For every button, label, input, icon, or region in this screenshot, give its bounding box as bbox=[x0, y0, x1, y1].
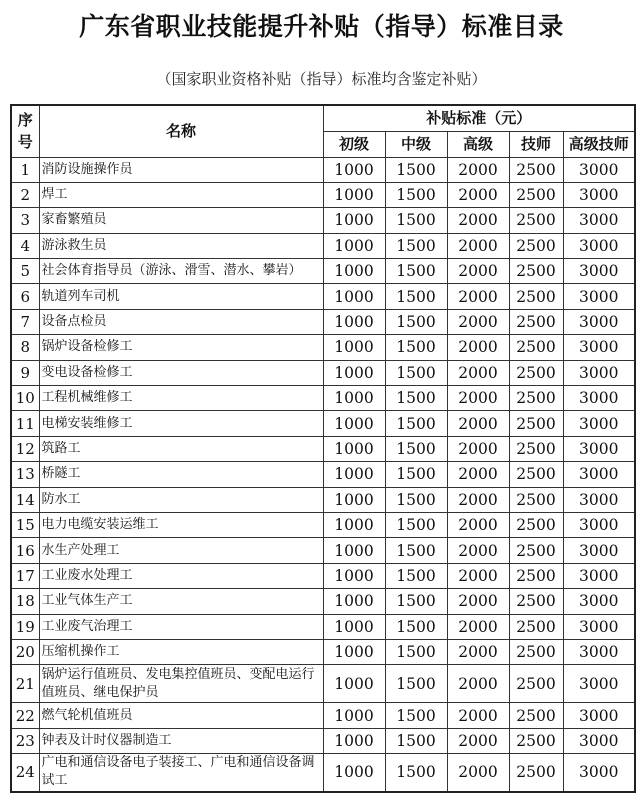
subsidy-value-cell: 2000 bbox=[447, 703, 509, 728]
subsidy-value-cell: 3000 bbox=[563, 703, 635, 728]
subsidy-value-cell: 3000 bbox=[563, 462, 635, 487]
row-index-cell: 19 bbox=[11, 614, 39, 639]
subsidy-value-cell: 2500 bbox=[509, 436, 563, 461]
subsidy-value-cell: 2000 bbox=[447, 754, 509, 792]
subsidy-value-cell: 1500 bbox=[385, 728, 447, 753]
subsidy-value-cell: 2500 bbox=[509, 360, 563, 385]
subsidy-value-cell: 1000 bbox=[323, 754, 385, 792]
subsidy-value-cell: 3000 bbox=[563, 335, 635, 360]
occupation-name-cell: 锅炉运行值班员、发电集控值班员、变配电运行值班员、继电保护员 bbox=[39, 665, 323, 703]
subsidy-value-cell: 1000 bbox=[323, 639, 385, 664]
subsidy-value-cell: 2000 bbox=[447, 665, 509, 703]
row-index-cell: 3 bbox=[11, 208, 39, 233]
subsidy-value-cell: 1500 bbox=[385, 309, 447, 334]
subsidy-value-cell: 2500 bbox=[509, 411, 563, 436]
subsidy-value-cell: 2500 bbox=[509, 284, 563, 309]
subsidy-value-cell: 1500 bbox=[385, 386, 447, 411]
table-row bbox=[11, 284, 635, 309]
subsidy-value-cell: 2500 bbox=[509, 703, 563, 728]
table-row bbox=[11, 728, 635, 753]
subsidy-value-cell: 1500 bbox=[385, 284, 447, 309]
subsidy-value-cell: 3000 bbox=[563, 665, 635, 703]
table-row bbox=[11, 754, 635, 792]
subsidy-value-cell: 1000 bbox=[323, 703, 385, 728]
subsidy-value-cell: 1000 bbox=[323, 208, 385, 233]
subsidy-value-cell: 2000 bbox=[447, 208, 509, 233]
subsidy-value-cell: 1000 bbox=[323, 487, 385, 512]
occupation-name-cell: 工程机械维修工 bbox=[39, 386, 323, 411]
subsidy-value-cell: 1000 bbox=[323, 436, 385, 461]
table-row bbox=[11, 614, 635, 639]
page-subtitle: （国家职业资格补贴（指导）标准均含鉴定补贴） bbox=[156, 70, 487, 88]
row-index-cell: 5 bbox=[11, 259, 39, 284]
subsidy-value-cell: 2500 bbox=[509, 157, 563, 182]
subsidy-value-cell: 1500 bbox=[385, 754, 447, 792]
occupation-name-cell: 设备点检员 bbox=[39, 309, 323, 334]
subsidy-value-cell: 2000 bbox=[447, 233, 509, 258]
subsidy-value-cell: 1500 bbox=[385, 462, 447, 487]
level-column-header: 中级 bbox=[385, 131, 447, 157]
occupation-name-cell: 工业废气治理工 bbox=[39, 614, 323, 639]
subsidy-value-cell: 2500 bbox=[509, 462, 563, 487]
subsidy-value-cell: 3000 bbox=[563, 233, 635, 258]
table-row bbox=[11, 309, 635, 334]
row-index-cell: 23 bbox=[11, 728, 39, 753]
subsidy-value-cell: 2500 bbox=[509, 589, 563, 614]
level-column-header: 初级 bbox=[323, 131, 385, 157]
subsidy-value-cell: 1000 bbox=[323, 411, 385, 436]
table-row bbox=[11, 360, 635, 385]
row-index-cell: 10 bbox=[11, 386, 39, 411]
subsidy-table bbox=[10, 104, 636, 793]
occupation-name-cell: 游泳救生员 bbox=[39, 233, 323, 258]
subsidy-value-cell: 2000 bbox=[447, 411, 509, 436]
table-body bbox=[11, 157, 635, 792]
table-row bbox=[11, 233, 635, 258]
subsidy-value-cell: 1500 bbox=[385, 157, 447, 182]
subsidy-value-cell: 3000 bbox=[563, 386, 635, 411]
table-row bbox=[11, 259, 635, 284]
table-row bbox=[11, 703, 635, 728]
occupation-name-cell: 消防设施操作员 bbox=[39, 157, 323, 182]
table-row bbox=[11, 157, 635, 182]
subsidy-value-cell: 2000 bbox=[447, 639, 509, 664]
subsidy-value-cell: 2000 bbox=[447, 728, 509, 753]
row-index-cell: 7 bbox=[11, 309, 39, 334]
subsidy-value-cell: 2500 bbox=[509, 728, 563, 753]
subsidy-value-cell: 1500 bbox=[385, 182, 447, 207]
subsidy-value-cell: 2500 bbox=[509, 512, 563, 537]
subsidy-value-cell: 1500 bbox=[385, 233, 447, 258]
subsidy-value-cell: 2500 bbox=[509, 639, 563, 664]
row-index-cell: 12 bbox=[11, 436, 39, 461]
subsidy-value-cell: 2000 bbox=[447, 512, 509, 537]
subsidy-value-cell: 1000 bbox=[323, 589, 385, 614]
subsidy-value-cell: 2000 bbox=[447, 259, 509, 284]
subsidy-value-cell: 2500 bbox=[509, 614, 563, 639]
subsidy-value-cell: 1000 bbox=[323, 284, 385, 309]
subsidy-value-cell: 3000 bbox=[563, 614, 635, 639]
row-index-cell: 21 bbox=[11, 665, 39, 703]
row-index-cell: 15 bbox=[11, 512, 39, 537]
table-row bbox=[11, 436, 635, 461]
occupation-name-cell: 电力电缆安装运维工 bbox=[39, 512, 323, 537]
subsidy-value-cell: 1000 bbox=[323, 614, 385, 639]
occupation-name-cell: 社会体育指导员（游泳、滑雪、潜水、攀岩） bbox=[39, 259, 323, 284]
subsidy-value-cell: 2000 bbox=[447, 462, 509, 487]
subsidy-value-cell: 3000 bbox=[563, 436, 635, 461]
subsidy-value-cell: 3000 bbox=[563, 182, 635, 207]
subsidy-value-cell: 1500 bbox=[385, 538, 447, 563]
subsidy-value-cell: 2500 bbox=[509, 487, 563, 512]
table-row bbox=[11, 589, 635, 614]
occupation-name-cell: 筑路工 bbox=[39, 436, 323, 461]
table-row bbox=[11, 538, 635, 563]
table-row bbox=[11, 208, 635, 233]
subsidy-value-cell: 1000 bbox=[323, 360, 385, 385]
subsidy-value-cell: 2000 bbox=[447, 386, 509, 411]
subsidy-value-cell: 1000 bbox=[323, 182, 385, 207]
row-index-cell: 9 bbox=[11, 360, 39, 385]
row-index-cell: 22 bbox=[11, 703, 39, 728]
row-index-cell: 18 bbox=[11, 589, 39, 614]
row-index-cell: 6 bbox=[11, 284, 39, 309]
subsidy-value-cell: 1000 bbox=[323, 233, 385, 258]
subsidy-value-cell: 3000 bbox=[563, 589, 635, 614]
table-row bbox=[11, 386, 635, 411]
subsidy-value-cell: 2500 bbox=[509, 335, 563, 360]
row-index-cell: 24 bbox=[11, 754, 39, 792]
name-column-header: 名称 bbox=[39, 105, 323, 157]
subsidy-value-cell: 2500 bbox=[509, 754, 563, 792]
occupation-name-cell: 水生产处理工 bbox=[39, 538, 323, 563]
row-index-cell: 4 bbox=[11, 233, 39, 258]
subsidy-value-cell: 1500 bbox=[385, 259, 447, 284]
subsidy-value-cell: 2000 bbox=[447, 360, 509, 385]
subsidy-value-cell: 2500 bbox=[509, 208, 563, 233]
subsidy-value-cell: 1500 bbox=[385, 360, 447, 385]
subsidy-value-cell: 2500 bbox=[509, 309, 563, 334]
subsidy-value-cell: 1500 bbox=[385, 436, 447, 461]
subsidy-value-cell: 2500 bbox=[509, 386, 563, 411]
table-row bbox=[11, 563, 635, 588]
subsidy-value-cell: 1000 bbox=[323, 665, 385, 703]
occupation-name-cell: 工业废水处理工 bbox=[39, 563, 323, 588]
subsidy-value-cell: 1000 bbox=[323, 538, 385, 563]
subsidy-value-cell: 1000 bbox=[323, 157, 385, 182]
subsidy-value-cell: 3000 bbox=[563, 208, 635, 233]
subsidy-value-cell: 2000 bbox=[447, 487, 509, 512]
table-row bbox=[11, 462, 635, 487]
subsidy-value-cell: 2000 bbox=[447, 182, 509, 207]
subsidy-value-cell: 1500 bbox=[385, 487, 447, 512]
subsidy-value-cell: 2500 bbox=[509, 182, 563, 207]
row-index-cell: 8 bbox=[11, 335, 39, 360]
subsidy-value-cell: 1500 bbox=[385, 512, 447, 537]
table-row bbox=[11, 411, 635, 436]
subsidy-value-cell: 2000 bbox=[447, 563, 509, 588]
subsidy-value-cell: 1000 bbox=[323, 512, 385, 537]
table-row bbox=[11, 512, 635, 537]
subsidy-value-cell: 1500 bbox=[385, 614, 447, 639]
subsidy-value-cell: 2000 bbox=[447, 309, 509, 334]
subsidy-value-cell: 3000 bbox=[563, 512, 635, 537]
subsidy-value-cell: 1500 bbox=[385, 335, 447, 360]
subsidy-value-cell: 3000 bbox=[563, 487, 635, 512]
table-row bbox=[11, 639, 635, 664]
subsidy-group-header: 补贴标准（元） bbox=[323, 105, 635, 131]
subsidy-value-cell: 2500 bbox=[509, 538, 563, 563]
occupation-name-cell: 家畜繁殖员 bbox=[39, 208, 323, 233]
occupation-name-cell: 广电和通信设备电子装接工、广电和通信设备调试工 bbox=[39, 754, 323, 792]
subsidy-value-cell: 3000 bbox=[563, 411, 635, 436]
header-row-group bbox=[11, 105, 635, 131]
occupation-name-cell: 锅炉设备检修工 bbox=[39, 335, 323, 360]
occupation-name-cell: 变电设备检修工 bbox=[39, 360, 323, 385]
subsidy-value-cell: 3000 bbox=[563, 309, 635, 334]
table-row bbox=[11, 335, 635, 360]
row-index-cell: 17 bbox=[11, 563, 39, 588]
subsidy-value-cell: 2000 bbox=[447, 614, 509, 639]
subsidy-value-cell: 2000 bbox=[447, 157, 509, 182]
subsidy-value-cell: 1000 bbox=[323, 563, 385, 588]
occupation-name-cell: 焊工 bbox=[39, 182, 323, 207]
row-index-cell: 1 bbox=[11, 157, 39, 182]
occupation-name-cell: 工业气体生产工 bbox=[39, 589, 323, 614]
occupation-name-cell: 燃气轮机值班员 bbox=[39, 703, 323, 728]
subsidy-value-cell: 1500 bbox=[385, 411, 447, 436]
row-index-cell: 13 bbox=[11, 462, 39, 487]
row-index-cell: 16 bbox=[11, 538, 39, 563]
level-column-header: 高级技师 bbox=[563, 131, 635, 157]
subsidy-value-cell: 3000 bbox=[563, 728, 635, 753]
subsidy-value-cell: 1000 bbox=[323, 335, 385, 360]
subsidy-value-cell: 1000 bbox=[323, 728, 385, 753]
level-column-header: 技师 bbox=[509, 131, 563, 157]
subsidy-value-cell: 1500 bbox=[385, 208, 447, 233]
subsidy-value-cell: 3000 bbox=[563, 563, 635, 588]
subsidy-value-cell: 1500 bbox=[385, 665, 447, 703]
row-index-cell: 20 bbox=[11, 639, 39, 664]
occupation-name-cell: 防水工 bbox=[39, 487, 323, 512]
subsidy-value-cell: 3000 bbox=[563, 259, 635, 284]
subsidy-value-cell: 2500 bbox=[509, 259, 563, 284]
subsidy-value-cell: 3000 bbox=[563, 639, 635, 664]
subsidy-value-cell: 2500 bbox=[509, 665, 563, 703]
subsidy-value-cell: 3000 bbox=[563, 538, 635, 563]
occupation-name-cell: 钟表及计时仪器制造工 bbox=[39, 728, 323, 753]
occupation-name-cell: 电梯安装维修工 bbox=[39, 411, 323, 436]
subsidy-value-cell: 1500 bbox=[385, 563, 447, 588]
subsidy-value-cell: 2000 bbox=[447, 589, 509, 614]
subsidy-value-cell: 1500 bbox=[385, 703, 447, 728]
row-index-cell: 11 bbox=[11, 411, 39, 436]
subsidy-value-cell: 1000 bbox=[323, 309, 385, 334]
page-title: 广东省职业技能提升补贴（指导）标准目录 bbox=[79, 12, 564, 41]
row-index-cell: 2 bbox=[11, 182, 39, 207]
occupation-name-cell: 轨道列车司机 bbox=[39, 284, 323, 309]
subsidy-value-cell: 1000 bbox=[323, 462, 385, 487]
occupation-name-cell: 桥隧工 bbox=[39, 462, 323, 487]
subsidy-value-cell: 2500 bbox=[509, 563, 563, 588]
subsidy-value-cell: 3000 bbox=[563, 754, 635, 792]
subsidy-value-cell: 2000 bbox=[447, 284, 509, 309]
table-row bbox=[11, 665, 635, 703]
subsidy-value-cell: 1500 bbox=[385, 639, 447, 664]
subsidy-value-cell: 2000 bbox=[447, 335, 509, 360]
subsidy-value-cell: 1500 bbox=[385, 589, 447, 614]
subsidy-value-cell: 3000 bbox=[563, 360, 635, 385]
table-row bbox=[11, 182, 635, 207]
level-column-header: 高级 bbox=[447, 131, 509, 157]
index-column-header: 序 号 bbox=[11, 105, 39, 157]
table-row bbox=[11, 487, 635, 512]
subsidy-value-cell: 2000 bbox=[447, 538, 509, 563]
subsidy-value-cell: 2500 bbox=[509, 233, 563, 258]
subsidy-value-cell: 1000 bbox=[323, 386, 385, 411]
subsidy-value-cell: 3000 bbox=[563, 157, 635, 182]
subsidy-value-cell: 3000 bbox=[563, 284, 635, 309]
subsidy-value-cell: 1000 bbox=[323, 259, 385, 284]
occupation-name-cell: 压缩机操作工 bbox=[39, 639, 323, 664]
row-index-cell: 14 bbox=[11, 487, 39, 512]
subsidy-value-cell: 2000 bbox=[447, 436, 509, 461]
